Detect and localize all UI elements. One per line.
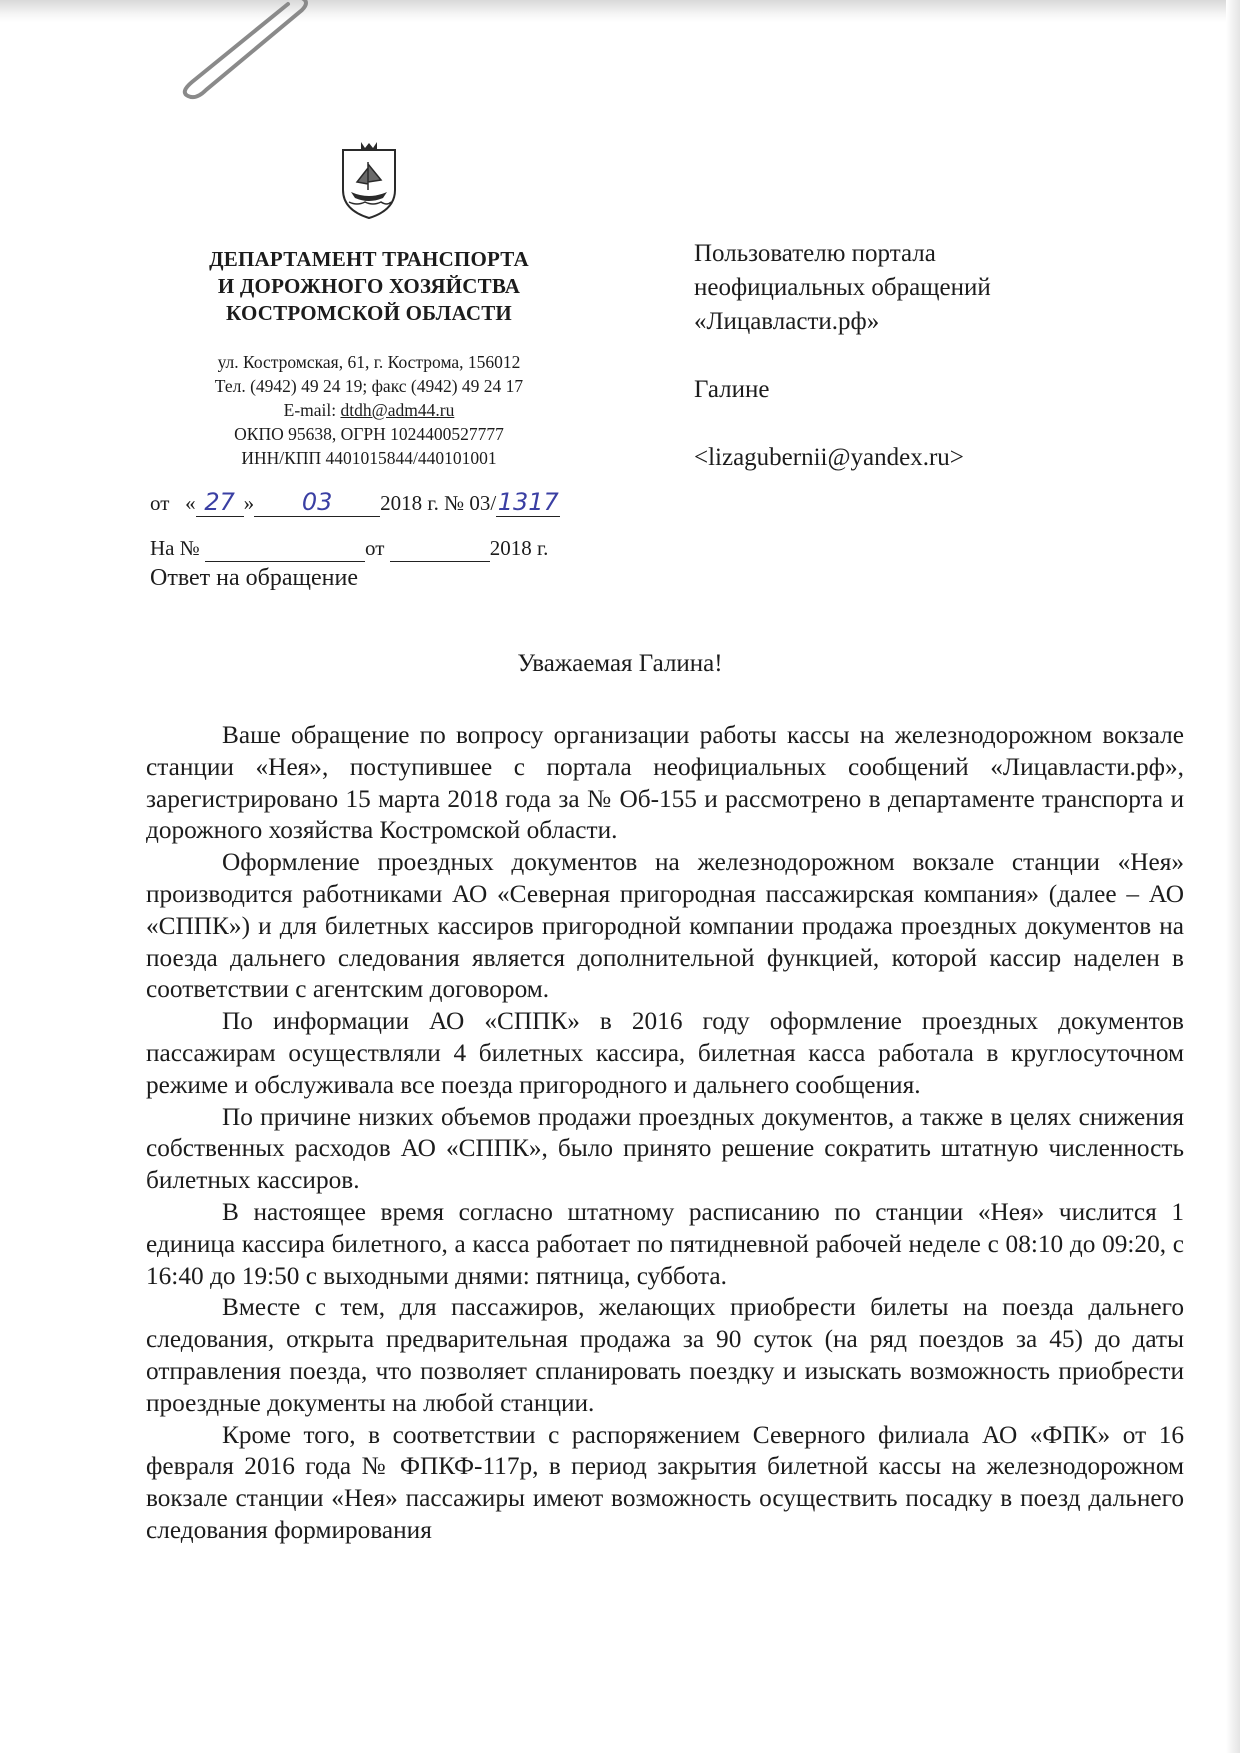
handwritten-month: 03: [254, 488, 380, 517]
letter-subject: Ответ на обращение: [150, 565, 358, 591]
salutation: Уважаемая Галина!: [517, 650, 723, 677]
handwritten-day: 27: [196, 488, 244, 517]
registration-date-line: от « 27 » 03 2018 г. № 03/1317: [150, 488, 559, 516]
body-paragraph: Оформление проездных документов на железнодорожном вокзале станции «Нея» производится работниками АО «Северная пригородная пассажирская компания» (далее – АО «СППК») и для билетных кассиров пригородной компании продажа проездных документов на поезда дальнего следования является дополнительной функцией, которой кассир наделен в соответствии с агентским договором.: [146, 848, 1184, 1004]
body-paragraph: Кроме того, в соответствии с распоряжением Северного филиала АО «ФПК» от 16 февраля 2016 года № ФПКФ-117р, в период закрытия билетной кассы на железнодорожном вокзале станции «Нея» пассажиры имеют возможность осуществить посадку в поезд дальнего следования формирования: [146, 1420, 1184, 1544]
addressee-block: [694, 237, 991, 475]
ref-label: На №: [150, 536, 200, 560]
body-paragraph: По причине низких объемов продажи проездных документов, а также в целях снижения собственных расходов АО «СППК», было принято решение сократить штатную численность билетных кассиров.: [146, 1102, 1184, 1195]
ref-from-label: от: [365, 536, 385, 560]
body-paragraph: В настоящее время согласно штатному расписанию по станции «Нея» числится 1 единица кассира билетного, а касса работает по пятидневной рабочей неделе с 08:10 до 09:20, с 16:40 до 19:50 с выходными днями: пятница, суббота.: [146, 1197, 1184, 1290]
addressee-name: Галине: [694, 376, 770, 403]
from-label: от: [150, 491, 170, 515]
okpo-ogrn: ОКПО 95638, ОГРН 1024400527777: [234, 424, 504, 444]
addressee-line: «Лицавласти.рф»: [694, 308, 880, 335]
ref-year: 2018 г.: [489, 536, 549, 560]
phone-fax: Тел. (4942) 49 24 19; факс (4942) 49 24 17: [214, 376, 524, 396]
contact-block: [150, 350, 588, 470]
paperclip-icon: [170, 0, 310, 100]
scan-right-edge: [1226, 0, 1240, 1753]
letter-body: [146, 720, 1184, 1547]
department-line: ДЕПАРТАМЕНТ ТРАНСПОРТА: [209, 247, 529, 271]
department-name: [150, 246, 588, 327]
inn-kpp: ИНН/КПП 4401015844/440101001: [241, 448, 497, 468]
email-link[interactable]: dtdh@adm44.ru: [340, 400, 455, 420]
reference-line: [150, 536, 548, 562]
body-paragraph: Ваше обращение по вопросу организации работы кассы на железнодорожном вокзале станции «Нея», поступившее с портала неофициальных сообщений «Лицавласти.рф», зарегистрировано 15 марта 2018 года за № Об-155 и рассмотрено в департаменте транспорта и дорожного хозяйства Костромской области.: [146, 721, 1184, 845]
addressee-line: неофициальных обращений: [694, 274, 991, 301]
addressee-line: Пользователю портала: [694, 240, 936, 267]
email-label: E-mail:: [283, 400, 341, 420]
addressee-email: <lizagubernii@yandex.ru>: [694, 444, 964, 471]
coat-of-arms-icon: [337, 140, 401, 220]
body-paragraph: Вместе с тем, для пассажиров, желающих приобрести билеты на поезда дальнего следования, открыта предварительная продажа за 90 суток (на ряд поездов за 45) до даты отправления поезда, что позволяет спланировать поездку и изыскать возможность приобрести проездные документы на любой станции.: [146, 1293, 1184, 1417]
email-row: [150, 398, 588, 422]
body-paragraph: По информации АО «СППК» в 2016 году оформление проездных документов пассажирам осуществляли 4 билетных кассира, билетная касса работала в круглосуточном режиме и обслуживала все поезда пригородного и дальнего сообщения.: [146, 1007, 1184, 1099]
department-line: И ДОРОЖНОГО ХОЗЯЙСТВА: [217, 274, 521, 298]
handwritten-number: 1317: [497, 488, 559, 516]
address: ул. Костромская, 61, г. Кострома, 156012: [217, 352, 521, 372]
year-number-label: 2018 г. № 03/: [380, 491, 497, 515]
department-line: КОСТРОМСКОЙ ОБЛАСТИ: [226, 301, 512, 325]
